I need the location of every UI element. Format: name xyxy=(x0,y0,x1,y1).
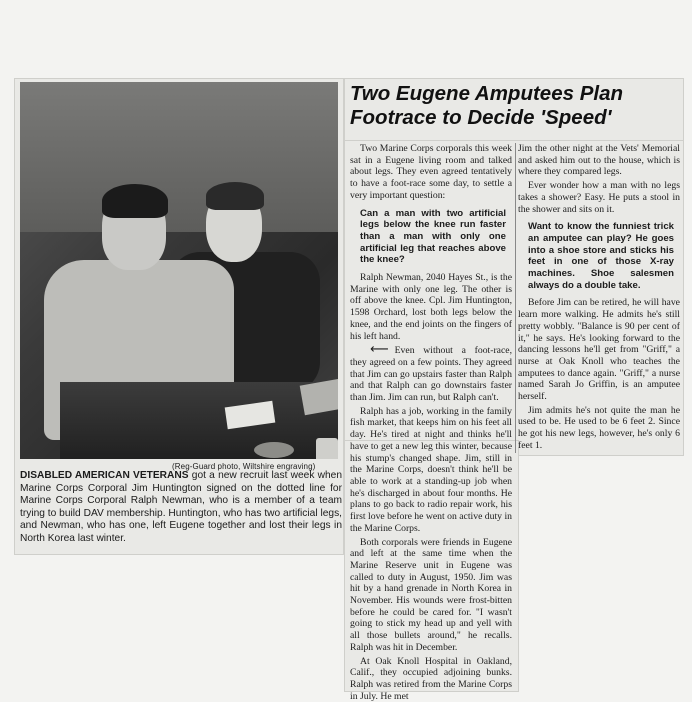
photo-magazine xyxy=(300,379,338,415)
article-paragraph: Ever wonder how a man with no legs takes a shower? Easy. He puts a stool in the shower and sits on it. xyxy=(518,180,680,215)
article-paragraph: At Oak Knoll Hospital in Oakland, Calif., they occupied adjoining bunks. Ralph was retired from the Marine Corps in July. He met xyxy=(350,655,512,702)
article-question: Want to know the funniest trick an amputee can play? He goes into a shoe store and sticks his feet in one of those X-ray machines. Shoe salesmen always do a double take. xyxy=(528,221,674,291)
caption-kicker: DISABLED AMERICAN VETERANS xyxy=(20,470,189,481)
left-arrow-icon: ⟵ xyxy=(370,342,389,358)
article-headline: Two Eugene Amputees Plan Footrace to Decide 'Speed' xyxy=(350,82,623,129)
article-paragraph: Jim admits he's not quite the man he used to be. He used to be 6 feet 2. Since he got his new legs, however, he's only 6 feet 1. xyxy=(518,404,680,451)
article-paragraph: Jim the other night at the Vets' Memorial and asked him out to the house, which is where they compared legs. xyxy=(518,143,680,178)
column-divider xyxy=(515,143,516,453)
caption-text: got a new recruit last week when Marine Corps Corporal Jim Huntington signed on the dotted line for Marine Corps Corporal Ralph Newman, who is a member of a team trying to build DAV membership. Huntington, who has two artificial legs, and Newman, who has one, left Eugene together and lost their legs in North Korea last winter. xyxy=(20,470,343,544)
article-paragraph: Ralph Newman, 2040 Hayes St., is the Marine with only one leg. The other is off above the knee. Cpl. Jim Huntington, 1598 Orchard, lost both legs below the knee, and the end joints on the fingers of his left hand. xyxy=(350,272,512,342)
article-paragraph: Both corporals were friends in Eugene and left at the same time when the Marine Reserve unit in Eugene was called to duty in August, 1950. Jim was hit by a hand grenade in North Korea in November. His wounds were frost-bitten before he could be cared for. "I wasn't going to stick my head up and yell with all those bullets around," he recalls. Ralph was hit in December. xyxy=(350,536,512,653)
photo-man-left-hair xyxy=(102,184,168,218)
article-paragraph xyxy=(350,344,512,404)
photo-caption xyxy=(20,470,342,546)
article-column-right xyxy=(518,143,680,452)
photo-ashtray xyxy=(254,442,294,458)
news-photo xyxy=(20,82,338,459)
photo-man-right-hair xyxy=(206,182,264,210)
photo-cup xyxy=(316,438,338,459)
article-paragraph: Ralph has a job, working in the family fish market, that keeps him on his feet all day. He's tired at night and thinks he'll have to get a new leg this winter, because his stump's changed shape. Jim, still in the Marine Corps, doesn't think he'll be able to work at a standing-up job when he's discharged in about four months. He plans to go back to radio repair work, his first love before he went on active duty in the Marine Corps. xyxy=(350,405,512,534)
article-paragraph: Two Marine Corps corporals this week sat in a Eugene living room and talked about legs. They even agreed tentatively to have a foot-race some day, to settle a very important question: xyxy=(350,143,512,201)
article-paragraph: Before Jim can be retired, he will have learn more walking. He admits he's still pretty wobbly. "Balance is 90 per cent of it," he says. He's looking forward to the dancing lessons he'll get from "Griff," a nurse at Oak Knoll who teaches the amputees to dance again. "Griff," a nurse named Sarah Jo Griffin, is an amputee herself. xyxy=(518,297,680,403)
article-column-left xyxy=(350,143,512,702)
photo-credit: (Reg-Guard photo, Wiltshire engraving) xyxy=(172,462,316,471)
photo-wall xyxy=(20,82,338,232)
article-paragraph-text: Even without a foot-race, they agreed on a few points. They agreed that Jim can go upstairs faster than Ralph and that Ralph can go downstairs faster than Jim. Jim can run, but Ralph can't. xyxy=(350,345,512,404)
article-question: Can a man with two artificial legs below the knee run faster than a man with only one artificial leg that reaches above the knee? xyxy=(360,207,506,266)
photo-table xyxy=(60,382,338,459)
